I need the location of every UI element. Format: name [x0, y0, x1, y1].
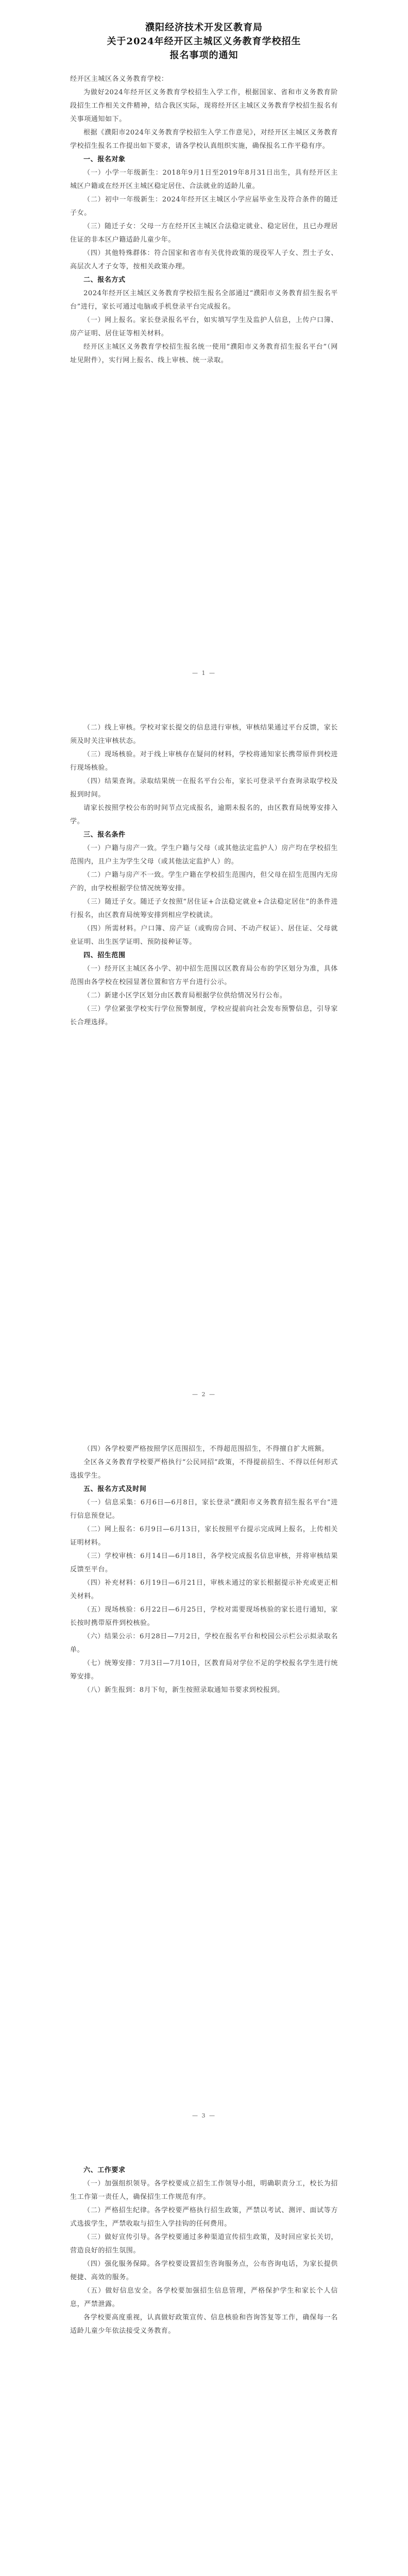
section-item: （五）现场核验：6月22日—6月25日，学校对需要现场核验的家长进行通知，家长按时携带原件到校核验。 — [70, 1606, 338, 1627]
section-item: （二）新建小区学区划分由区教育局根据学位供给情况另行公布。 — [83, 992, 287, 999]
title-line-2: 关于2024年经开区主城区义务教育学校招生 — [107, 36, 301, 47]
section-heading: 四、招生范围 — [83, 952, 126, 959]
section-item: （二）网上报名：6月9日—6月13日，家长按照平台提示完成网上报名，上传相关证明材料。 — [70, 1526, 338, 1547]
paragraph: 经开区主城区义务教育学校招生报名统一使用“濮阳市义务教育招生报名平台”（网址见附件），实行网上报名、线上审核、统一录取。 — [70, 343, 338, 364]
section-item: （一）户籍与房产一致。学生户籍与父母（或其他法定监护人）房产均在学校招生范围内，且户主为学生父母（或其他法定监护人）的。 — [70, 844, 338, 866]
document-title — [70, 21, 338, 62]
section-item: （一）小学一年级新生：2018年9月1日至2019年8月31日出生，具有经开区主城区户籍或在经开区主城区稳定居住、合法就业的适龄儿童。 — [70, 169, 338, 190]
section-item: （一）网上报名。家长登录报名平台，如实填写学生及监护人信息，上传户口簿、房产证明、居住证等相关材料。 — [70, 316, 338, 337]
section-item: （一）加强组织领导。各学校要成立招生工作领导小组，明确职责分工，校长为招生工作第一责任人，确保招生工作规范有序。 — [70, 2180, 338, 2201]
paragraph: 全区各义务教育学校要严格执行“公民同招”政策，不得提前招生、不得以任何形式选拔学生。 — [70, 1459, 338, 1480]
page-number: — 2 — — [192, 1391, 216, 1398]
section-heading: 二、报名方式 — [83, 276, 126, 284]
page-1 — [21, 21, 387, 367]
section-heading: 五、报名方式及时间 — [83, 1485, 147, 1493]
section-item: （三）做好宣传引导。各学校要通过多种渠道宣传招生政策，及时回应家长关切，营造良好的招生氛围。 — [70, 2233, 338, 2255]
section-item: 2024年经开区主城区义务教育学校招生报名全部通过“濮阳市义务教育招生报名平台”进行，家长可通过电脑或手机登录平台完成报名。 — [70, 290, 338, 311]
page-2 — [21, 721, 387, 1029]
section-item: （二）户籍与房产不一致。学生户籍在学校招生范围内，但父母在招生范围内无房产的，由学校根据学位情况统筹安排。 — [70, 871, 338, 892]
title-line-1: 濮阳经济技术开发区教育局 — [145, 22, 263, 33]
section-item: （四）强化服务保障。各学校要设置招生咨询服务点，公布咨询电话，为家长提供便捷、高效的服务。 — [70, 2260, 338, 2281]
section-item: （四）补充材料：6月19日—6月21日，审核未通过的家长根据提示补充或更正相关材料。 — [70, 1579, 338, 1600]
paragraph: 各学校要高度重视，认真做好政策宣传、信息核验和咨询答复等工作，确保每一名适龄儿童少年依法接受义务教育。 — [70, 2314, 338, 2335]
section-item: （一）信息采集：6月6日—6月8日，家长登录“濮阳市义务教育招生报名平台”进行信息预登记。 — [70, 1499, 338, 1520]
section-item: （三）随迁子女。随迁子女按照“居住证+合法稳定就业+合法稳定居住”的条件进行报名，由区教育局统筹安排到相应学校就读。 — [70, 898, 338, 919]
section-item: （四）所需材料。户口簿、房产证（或购房合同、不动产权证）、居住证、父母就业证明、出生医学证明、预防接种证等。 — [70, 925, 338, 946]
salutation: 经开区主城区各义务教育学校： — [70, 75, 168, 83]
section-item: （六）结果公示：6月28日—7月2日，学校在报名平台和校园公示栏公示拟录取名单。 — [70, 1633, 338, 1654]
section-item: （三）学位紧张学校实行学位预警制度，学校应提前向社会发布预警信息，引导家长合理选择。 — [70, 1005, 338, 1026]
section-item: （二）初中一年级新生：2024年经开区主城区小学应届毕业生及符合条件的随迁子女。 — [70, 196, 338, 217]
paragraph: 为做好2024年经开区义务教育学校招生入学工作，根据国家、省和市义务教育阶段招生工作相关文件精神，结合我区实际，现将经开区主城区义务教育学校招生报名有关事项通知如下。 — [70, 89, 338, 123]
page-3 — [21, 1443, 387, 1697]
section-item: （七）统筹安排：7月3日—7月10日，区教育局对学位不足的学校报名学生进行统筹安排。 — [70, 1659, 338, 1681]
section-item: （四）其他特殊群体：符合国家和省市有关优待政策的现役军人子女、烈士子女、高层次人才子女等，按相关政策办理。 — [70, 249, 338, 270]
section-item: （四）各学校要严格按照学区范围招生，不得超范围招生，不得擅自扩大班额。 — [83, 1445, 329, 1453]
section-heading: 一、报名对象 — [83, 156, 126, 163]
section-item: （一）经开区主城区各小学、初中招生范围以区教育局公布的学区划分为准，具体范围由各学校在校园显著位置和官方平台进行公示。 — [70, 965, 338, 986]
title-line-3: 报名事项的通知 — [169, 50, 239, 61]
section-item: （三）学校审核：6月14日—6月18日，各学校完成报名信息审核，并将审核结果反馈至平台。 — [70, 1552, 338, 1573]
section-item: （三）随迁子女：父母一方在经开区主城区合法稳定就业、稳定居住，且已办理居住证的非本区户籍适龄儿童少年。 — [70, 223, 338, 244]
paragraph: 根据《濮阳市2024年义务教育学校招生入学工作意见》，对经开区主城区义务教育学校招生报名工作提出如下要求，请各学校认真组织实施，确保报名工作平稳有序。 — [70, 129, 338, 150]
section-item: （二）线上审核。学校对家长提交的信息进行审核，审核结果通过平台反馈，家长须及时关注审核状态。 — [70, 724, 338, 745]
section-item: （三）现场核验。对于线上审核存在疑问的材料，学校将通知家长携带原件到校进行现场核验。 — [70, 751, 338, 772]
page-number: — 3 — — [192, 2112, 216, 2119]
section-item: （八）新生报到：8月下旬，新生按照录取通知书要求到校报到。 — [83, 1686, 284, 1694]
section-heading: 三、报名条件 — [83, 831, 126, 839]
section-item: （五）做好信息安全。各学校要加强招生信息管理，严格保护学生和家长个人信息，严禁泄露。 — [70, 2287, 338, 2308]
paragraph: 请家长按照学校公布的时间节点完成报名，逾期未报名的，由区教育局统筹安排入学。 — [70, 804, 338, 825]
section-heading: 六、工作要求 — [83, 2166, 126, 2174]
section-item: （四）结果查询。录取结果统一在报名平台公布，家长可登录平台查询录取学校及报到时间。 — [70, 777, 338, 799]
page-number: — 1 — — [192, 670, 216, 676]
page-4 — [21, 2164, 387, 2338]
section-item: （二）严格招生纪律。各学校要严格执行招生政策，严禁以考试、测评、面试等方式选拔学生，严禁收取与招生入学挂钩的任何费用。 — [70, 2207, 338, 2228]
